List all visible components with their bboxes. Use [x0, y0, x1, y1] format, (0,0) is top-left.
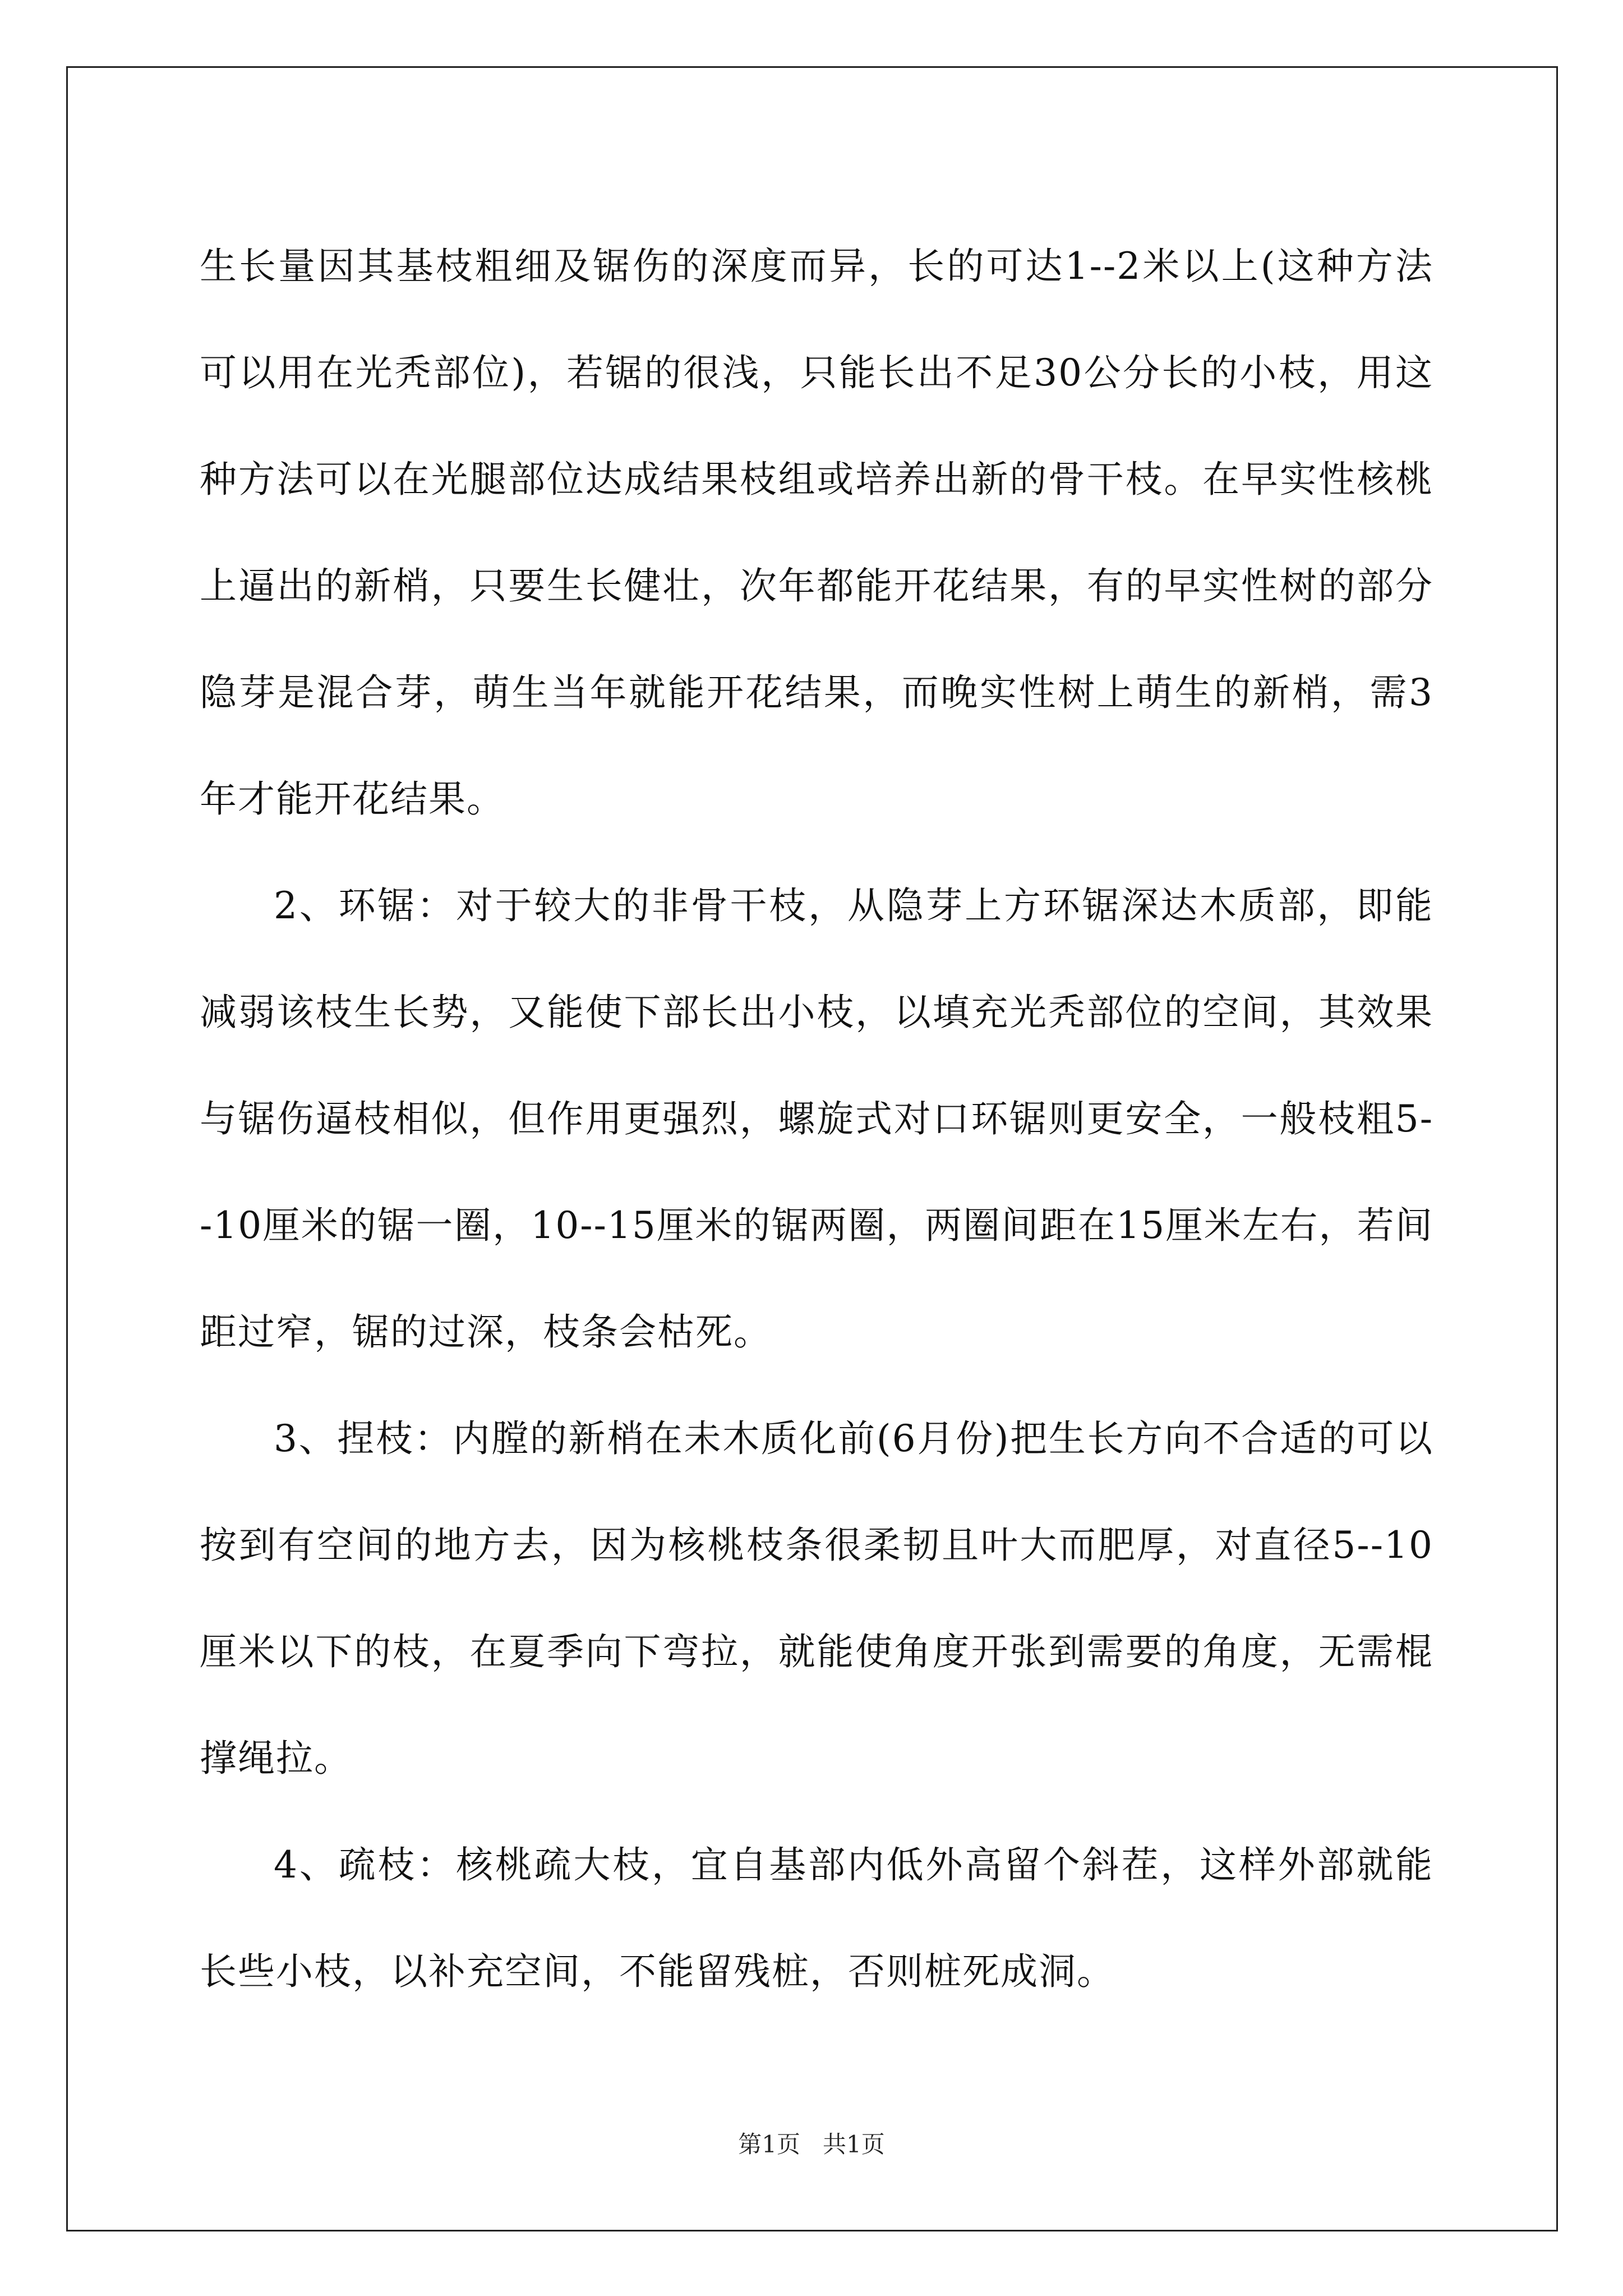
paragraph-2: 2、环锯：对于较大的非骨干枝，从隐芽上方环锯深达木质部，即能减弱该枝生长势，又能使下部长出小枝，以填充光秃部位的空间，其效果与锯伤逼枝相似，但作用更强烈，螺旋式对口环锯则更安全，一般枝粗5--10厘米的锯一圈，10--15厘米的锯两圈，两圈间距在15厘米左右，若间距过窄，锯的过深，枝条会枯死。 — [200, 884, 1433, 1354]
paragraph-1: 生长量因其基枝粗细及锯伤的深度而异，长的可达1--2米以上(这种方法可以用在光秃部位)，若锯的很浅，只能长出不足30公分长的小枝，用这种方法可以在光腿部位达成结果枝组或培养出新的骨干枝。在早实性核桃上逼出的新梢，只要生长健壮，次年都能开花结果，有的早实性树的部分隐芽是混合芽，萌生当年就能开花结果，而晚实性树上萌生的新梢，需3年才能开花结果。 — [200, 245, 1433, 821]
document-body — [200, 213, 1433, 2025]
paragraph-3: 3、捏枝：内膛的新梢在未木质化前(6月份)把生长方向不合适的可以按到有空间的地方去，因为核桃枝条很柔韧且叶大而肥厚，对直径5--10厘米以下的枝，在夏季向下弯拉，就能使角度开张到需要的角度，无需棍撑绳拉。 — [200, 1417, 1433, 1780]
page-footer: 第1页 共1页 — [738, 2131, 885, 2158]
paragraph-4: 4、疏枝：核桃疏大枝，宜自基部内低外高留个斜茬，这样外部就能长些小枝，以补充空间，不能留残桩，否则桩死成洞。 — [200, 1843, 1433, 1993]
